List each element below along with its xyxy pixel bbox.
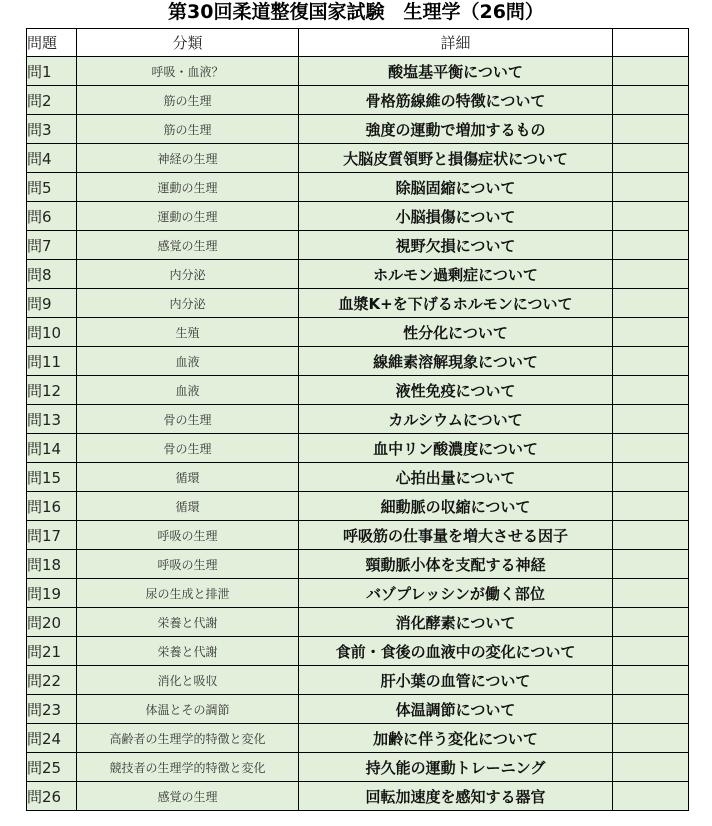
cell-extra[interactable] — [613, 173, 689, 202]
cell-detail[interactable]: 体温調節について — [299, 695, 613, 724]
cell-detail[interactable]: 呼吸筋の仕事量を増大させる因子 — [299, 521, 613, 550]
table-row — [27, 173, 689, 202]
cell-extra[interactable] — [613, 260, 689, 289]
cell-extra[interactable] — [613, 144, 689, 173]
table-row — [27, 463, 689, 492]
cell-category[interactable]: 血液 — [77, 347, 299, 376]
header-extra[interactable] — [613, 29, 689, 57]
cell-category[interactable]: 運動の生理 — [77, 173, 299, 202]
cell-number[interactable]: 問7 — [27, 231, 77, 260]
cell-extra[interactable] — [613, 521, 689, 550]
table-row — [27, 782, 689, 811]
cell-detail[interactable]: 食前・食後の血液中の変化について — [299, 637, 613, 666]
cell-category[interactable]: 内分泌 — [77, 260, 299, 289]
cell-number[interactable]: 問6 — [27, 202, 77, 231]
cell-number[interactable]: 問12 — [27, 376, 77, 405]
table-row — [27, 289, 689, 318]
cell-number[interactable]: 問25 — [27, 753, 77, 782]
cell-number[interactable]: 問17 — [27, 521, 77, 550]
cell-extra[interactable] — [613, 724, 689, 753]
table-row — [27, 347, 689, 376]
cell-extra[interactable] — [613, 376, 689, 405]
cell-number[interactable]: 問22 — [27, 666, 77, 695]
cell-extra[interactable] — [613, 405, 689, 434]
cell-extra[interactable] — [613, 637, 689, 666]
header-category[interactable]: 分類 — [77, 29, 299, 57]
table-row — [27, 144, 689, 173]
cell-extra[interactable] — [613, 231, 689, 260]
table-row — [27, 202, 689, 231]
table-row — [27, 405, 689, 434]
cell-category[interactable]: 運動の生理 — [77, 202, 299, 231]
table-body — [27, 57, 689, 811]
cell-category[interactable]: 消化と吸収 — [77, 666, 299, 695]
cell-detail[interactable]: 細動脈の収縮について — [299, 492, 613, 521]
cell-category[interactable]: 感覚の生理 — [77, 782, 299, 811]
cell-detail[interactable]: 性分化について — [299, 318, 613, 347]
cell-detail[interactable]: 線維素溶解現象について — [299, 347, 613, 376]
cell-detail[interactable]: 血漿K+を下げるホルモンについて — [299, 289, 613, 318]
cell-number[interactable]: 問4 — [27, 144, 77, 173]
cell-number[interactable]: 問20 — [27, 608, 77, 637]
table-row — [27, 260, 689, 289]
cell-number[interactable]: 問21 — [27, 637, 77, 666]
cell-number[interactable]: 問23 — [27, 695, 77, 724]
cell-category[interactable]: 感覚の生理 — [77, 231, 299, 260]
cell-number[interactable]: 問10 — [27, 318, 77, 347]
cell-extra[interactable] — [613, 753, 689, 782]
cell-detail[interactable]: 頸動脈小体を支配する神経 — [299, 550, 613, 579]
cell-number[interactable]: 問9 — [27, 289, 77, 318]
table-row — [27, 753, 689, 782]
cell-extra[interactable] — [613, 492, 689, 521]
cell-extra[interactable] — [613, 550, 689, 579]
cell-extra[interactable] — [613, 608, 689, 637]
cell-category[interactable]: 呼吸・血液？ — [77, 57, 299, 86]
cell-category[interactable]: 体温とその調節 — [77, 695, 299, 724]
table-row — [27, 86, 689, 115]
cell-extra[interactable] — [613, 463, 689, 492]
cell-number[interactable]: 問11 — [27, 347, 77, 376]
cell-category[interactable]: 循環 — [77, 463, 299, 492]
cell-extra[interactable] — [613, 579, 689, 608]
cell-detail[interactable]: 心拍出量について — [299, 463, 613, 492]
cell-detail[interactable]: 液性免疫について — [299, 376, 613, 405]
table-row — [27, 231, 689, 260]
table-row — [27, 666, 689, 695]
cell-number[interactable]: 問18 — [27, 550, 77, 579]
cell-category[interactable]: 血液 — [77, 376, 299, 405]
table-row — [27, 318, 689, 347]
cell-category[interactable]: 神経の生理 — [77, 144, 299, 173]
header-detail[interactable]: 詳細 — [299, 29, 613, 57]
table-row — [27, 434, 689, 463]
cell-number[interactable]: 問5 — [27, 173, 77, 202]
table-row — [27, 521, 689, 550]
cell-number[interactable]: 問13 — [27, 405, 77, 434]
table-row — [27, 550, 689, 579]
cell-detail[interactable]: 加齢に伴う変化について — [299, 724, 613, 753]
cell-detail[interactable]: 血中リン酸濃度について — [299, 434, 613, 463]
cell-extra[interactable] — [613, 695, 689, 724]
cell-extra[interactable] — [613, 666, 689, 695]
cell-extra[interactable] — [613, 202, 689, 231]
table-row — [27, 492, 689, 521]
cell-category[interactable]: 競技者の生理学的特徴と変化 — [77, 753, 299, 782]
cell-detail[interactable]: 小脳損傷について — [299, 202, 613, 231]
cell-number[interactable]: 問19 — [27, 579, 77, 608]
cell-detail[interactable]: 回転加速度を感知する器官 — [299, 782, 613, 811]
cell-number[interactable]: 問2 — [27, 86, 77, 115]
cell-extra[interactable] — [613, 57, 689, 86]
table-row — [27, 637, 689, 666]
cell-number[interactable]: 問1 — [27, 57, 77, 86]
cell-extra[interactable] — [613, 115, 689, 144]
cell-extra[interactable] — [613, 782, 689, 811]
cell-number[interactable]: 問26 — [27, 782, 77, 811]
table-row — [27, 608, 689, 637]
cell-category[interactable]: 内分泌 — [77, 289, 299, 318]
cell-category[interactable]: 尿の生成と排泄 — [77, 579, 299, 608]
cell-category[interactable]: 栄養と代謝 — [77, 637, 299, 666]
cell-detail[interactable]: 持久能の運動トレーニング — [299, 753, 613, 782]
cell-detail[interactable]: 酸塩基平衡について — [299, 57, 613, 86]
cell-category[interactable]: 高齢者の生理学的特徴と変化 — [77, 724, 299, 753]
cell-detail[interactable]: 大脳皮質領野と損傷症状について — [299, 144, 613, 173]
table-row — [27, 579, 689, 608]
sheet-title: 第30回柔道整復国家試験 生理学（26問） — [168, 1, 544, 23]
cell-category[interactable]: 呼吸の生理 — [77, 521, 299, 550]
cell-extra[interactable] — [613, 347, 689, 376]
cell-extra[interactable] — [613, 434, 689, 463]
cell-number[interactable]: 問24 — [27, 724, 77, 753]
cell-number[interactable]: 問3 — [27, 115, 77, 144]
cell-extra[interactable] — [613, 318, 689, 347]
cell-category[interactable]: 循環 — [77, 492, 299, 521]
table-row — [27, 57, 689, 86]
cell-detail[interactable]: 強度の運動で増加するもの — [299, 115, 613, 144]
cell-category[interactable]: 栄養と代謝 — [77, 608, 299, 637]
cell-number[interactable]: 問14 — [27, 434, 77, 463]
cell-detail[interactable]: 視野欠損について — [299, 231, 613, 260]
cell-detail[interactable]: バゾプレッシンが働く部位 — [299, 579, 613, 608]
cell-number[interactable]: 問8 — [27, 260, 77, 289]
table-row — [27, 724, 689, 753]
table-row — [27, 695, 689, 724]
cell-category[interactable]: 筋の生理 — [77, 115, 299, 144]
cell-category[interactable]: 呼吸の生理 — [77, 550, 299, 579]
cell-detail[interactable]: 骨格筋線維の特徴について — [299, 86, 613, 115]
cell-detail[interactable]: 消化酵素について — [299, 608, 613, 637]
cell-category[interactable]: 筋の生理 — [77, 86, 299, 115]
cell-number[interactable]: 問16 — [27, 492, 77, 521]
cell-detail[interactable]: ホルモン過剰症について — [299, 260, 613, 289]
cell-detail[interactable]: 除脳固縮について — [299, 173, 613, 202]
header-number[interactable]: 問題 — [27, 29, 77, 57]
cell-detail[interactable]: カルシウムについて — [299, 405, 613, 434]
header-row — [27, 29, 689, 57]
table-row — [27, 115, 689, 144]
cell-number[interactable]: 問15 — [27, 463, 77, 492]
cell-extra[interactable] — [613, 86, 689, 115]
table-row — [27, 376, 689, 405]
cell-detail[interactable]: 肝小葉の血管について — [299, 666, 613, 695]
cell-category[interactable]: 骨の生理 — [77, 405, 299, 434]
cell-category[interactable]: 生殖 — [77, 318, 299, 347]
cell-extra[interactable] — [613, 289, 689, 318]
exam-table — [26, 28, 689, 811]
cell-category[interactable]: 骨の生理 — [77, 434, 299, 463]
